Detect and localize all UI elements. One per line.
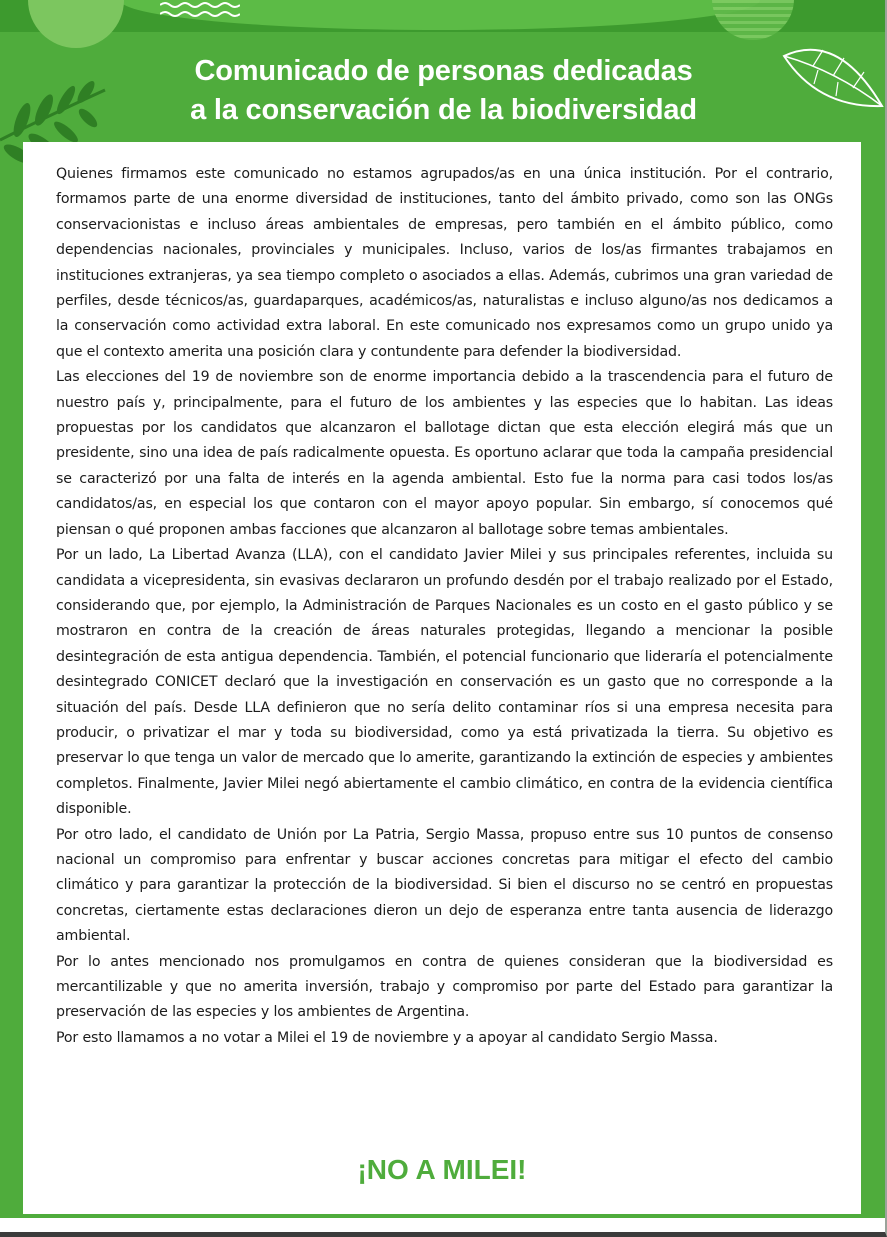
paragraph: Por otro lado, el candidato de Unión por La Patria, Sergio Massa, propuso entre sus 10 puntos de consenso nacional un compromiso para enfrentar y buscar acciones concretas para mitigar el efecto del cambio climático y para garantizar la protección de la biodiversidad. Si bien el discurso no se centró en propuestas concretas, ciertamente estas declaraciones dieron un dejo de esperanza entre tanta ausencia de liderazgo ambiental. xyxy=(56,826,833,945)
title-line-2: a la conservación de la biodiversidad xyxy=(190,94,697,126)
title-line-1: Comunicado de personas dedicadas xyxy=(194,55,693,87)
paragraph: Por esto llamamos a no votar a Milei el 19 de noviembre y a apoyar al candidato Sergio Massa. xyxy=(56,1029,718,1046)
statement-box xyxy=(23,142,861,1214)
circle-decoration xyxy=(28,0,124,48)
paragraph: Quienes firmamos este comunicado no estamos agrupados/as en una única institución. Por el contrario, formamos parte de una enorme diversidad de instituciones, tanto del ámbito privado, como son las ONGs conservacionistas e incluso áreas ambientales de empresas, pero también en el ámbito público, como dependencias nacionales, provinciales y municipales. Incluso, varios de los/as firmantes trabajamos en instituciones extranjeras, ya sea tiempo completo o asociados a ellas. Además, cubrimos una gran variedad de perfiles, desde técnicos/as, guardaparques, académicos/as, naturalistas e incluso alguno/as nos dedicamos a la conservación como actividad extra laboral. En este comunicado nos expresamos como un grupo unido ya que el contexto amerita una posición clara y contundente para defender la biodiversidad. xyxy=(56,166,833,360)
paragraph: Las elecciones del 19 de noviembre son de enorme importancia debido a la trascendencia para el futuro de nuestro país y, principalmente, para el futuro de los ambientes y las especies que lo habitan. Las ideas propuestas por los candidatos que alcanzaron el ballotage dictan que esta elección elegirá más que un presidente, sino una idea de país radicalmente opuesta. Es oportuno aclarar que toda la campaña presidencial se caracterizó por una falta de interés en la agenda ambiental. Esto fue la norma para casi todos los/as candidatos/as, en especial los que contaron con el mayor apoyo popular. Sin embargo, sí conocemos qué piensan o qué proponen ambas facciones que alcanzaron al ballotage sobre temas ambientales. xyxy=(56,369,833,538)
page-title xyxy=(0,52,887,130)
statement-body xyxy=(56,162,833,1051)
paragraph: Por un lado, La Libertad Avanza (LLA), con el candidato Javier Milei y sus principales referentes, incluida su candidata a vicepresidenta, sin evasivas declararon un profundo desdén por el trabajo realizado por el Estado, considerando que, por ejemplo, la Administración de Parques Nacionales es un costo en el gasto público y se mostraron en contra de la creación de áreas naturales protegidas, llegando a mencionar la posible desintegración de esta antigua dependencia. También, el potencial funcionario que lideraría el potencialmente desintegrado CONICET declaró que la investigación en conservación es un gasto que no corresponde a la situación del país. Desde LLA definieron que no sería delito contaminar ríos si una empresa necesita para producir, o privatizar el mar y toda su biodiversidad, como ya está privatizada la tierra. Su objetivo es preservar lo que tenga un valor de mercado que lo amerite, garantizando la extinción de especies y ambientes completos. Finalmente, Javier Milei negó abiertamente el cambio climático, en contra de la evidencia científica disponible. xyxy=(56,547,833,818)
wave-icon xyxy=(160,0,240,22)
slogan: ¡NO A MILEI! xyxy=(357,1154,527,1185)
paragraph: Por lo antes mencionado nos promulgamos en contra de quienes consideran que la biodiversidad es mercantilizable y que no amerita inversión, trabajo y compromiso por parte del Estado para garantizar la preservación de las especies y los ambientes de Argentina. xyxy=(56,953,833,1021)
striped-circle-decoration xyxy=(712,0,794,40)
